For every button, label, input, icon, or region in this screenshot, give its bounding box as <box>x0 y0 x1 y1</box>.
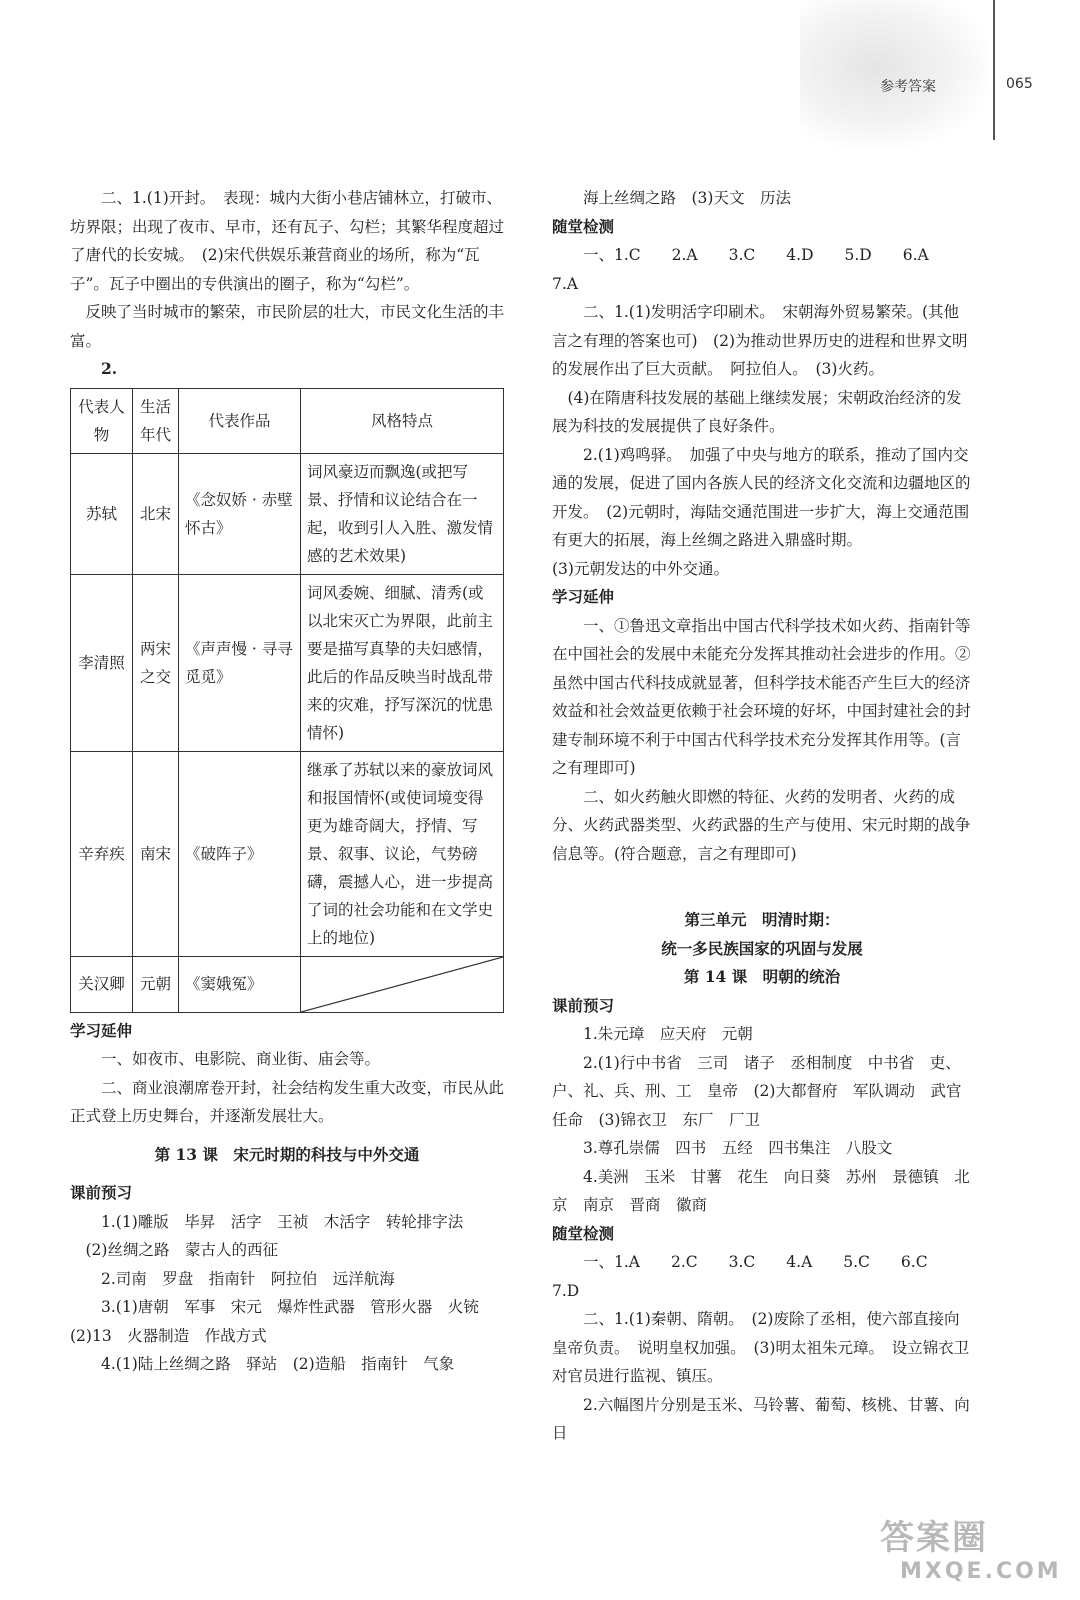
page-number: 065 <box>1006 76 1033 92</box>
table-cell-person: 苏轼 <box>71 453 133 574</box>
table-header-cell: 代表人物 <box>71 388 133 453</box>
answer-paragraph: 2.(1)行中书省 三司 诸子 丞相制度 中书省 吏、户、礼、兵、刑、工 皇帝 (2)大都督府 军队调动 武官任命 (3)锦衣卫 东厂 厂卫 <box>552 1053 962 1129</box>
diagonal-line <box>301 957 503 1012</box>
table-cell-work: 《破阵子》 <box>179 751 301 956</box>
unit-title: 第三单元 明清时期： <box>684 910 840 929</box>
answer-paragraph: 4.美洲 玉米 甘薯 花生 向日葵 苏州 景德镇 北京 南京 晋商 徽商 <box>552 1167 970 1214</box>
choice-answers: 7.A <box>552 274 578 293</box>
table-header-cell: 代表作品 <box>179 388 301 453</box>
table-cell-person: 辛弃疾 <box>71 751 133 956</box>
choice-answers: 一、1.C 2.A 3.C 4.D 5.D 6.A <box>583 246 929 264</box>
answer-paragraph: 二、如火药触火即燃的特征、火药的发明者、火药的成分、火药武器类型、火药武器的生产与使用、宋元时期的战争信息等。(符合题意，言之有理即可) <box>552 787 971 863</box>
table-row <box>71 751 504 956</box>
choice-answers: 一、1.A 2.C 3.C 4.A 5.C 6.C <box>583 1253 928 1271</box>
table-cell-era: 南宋 <box>133 751 179 956</box>
table-cell-style: 继承了苏轼以来的豪放词风和报国情怀(或使词境变得更为雄奇阔大，抒情、写景、叙事、议论，气势磅礴，震撼人心，进一步提高了词的社会功能和在文学史上的地位) <box>301 751 504 956</box>
table-cell-style: 词风委婉、细腻、清秀(或以北宋灭亡为界限，此前主要是描写真挚的夫妇感情，此后的作品反映当时战乱带来的灾难，抒写深沉的忧患情怀) <box>301 574 504 751</box>
header-divider <box>993 0 995 140</box>
table-cell-era: 北宋 <box>133 453 179 574</box>
answer-paragraph: 一、如夜市、电影院、商业街、庙会等。 <box>101 1050 381 1068</box>
table-cell-person: 关汉卿 <box>71 956 133 1012</box>
answer-paragraph: 4.(1)陆上丝绸之路 驿站 (2)造船 指南针 气象 <box>101 1355 455 1373</box>
answer-paragraph: 二、1.(1)秦朝、隋朝。 (2)废除了丞相，使六部直接向皇帝负责。 说明皇权加强。 (3)明太祖朱元璋。 设立锦衣卫对官员进行监视、镇压。 <box>552 1310 970 1385</box>
answer-paragraph: 2.(1)鸡鸣驿。 加强了中央与地方的联系，推动了国内交通的发展，促进了国内各族人民的经济文化交流和边疆地区的开发。 (2)元朝时，海陆交通范围进一步扩大，海上交通范围有更大的拓展，海上丝绸之路进入鼎盛时期。 <box>552 445 971 549</box>
table-cell-work: 《窦娥冤》 <box>179 956 301 1012</box>
lesson-title: 第 14 课 明朝的统治 <box>683 967 841 986</box>
unit-subtitle: 统一多民族国家的巩固与发展 <box>661 938 863 958</box>
answer-paragraph: 二、商业浪潮席卷开封，社会结构发生重大改变，市民从此正式登上历史舞台，并逐渐发展壮大。 <box>70 1078 505 1125</box>
right-column <box>552 184 972 1448</box>
answer-paragraph: 3.尊孔崇儒 四书 五经 四书集注 八股文 <box>583 1139 893 1157</box>
answer-paragraph: (2)丝绸之路 蒙古人的西征 <box>85 1241 278 1259</box>
section-heading: 学习延伸 <box>70 1020 133 1040</box>
header-decoration <box>800 0 990 150</box>
answer-paragraph: 二、1.(1)发明活字印刷术。 宋朝海外贸易繁荣。(其他言之有理的答案也可) (2)为推动世界历史的进程和世界文明的发展作出了巨大贡献。 阿拉伯人。 (3)火药。 <box>552 303 968 378</box>
table-cell-style: 词风豪迈而飘逸(或把写景、抒情和议论结合在一起，收到引人入胜、激发情感的艺术效果) <box>301 453 504 574</box>
choice-answers: 7.D <box>552 1281 580 1300</box>
answer-paragraph: 海上丝绸之路 (3)天文 历法 <box>583 189 791 207</box>
section-heading: 学习延伸 <box>552 587 615 606</box>
table-cell-work: 《声声慢 · 寻寻觅觅》 <box>179 574 301 751</box>
table-cell-era: 元朝 <box>133 956 179 1012</box>
table-cell-empty-diagonal <box>301 956 504 1012</box>
table-row <box>71 574 504 751</box>
answer-paragraph: 二、1.(1)开封。 表现：城内大街小巷店铺林立，打破市、坊界限；出现了夜市、早市，还有瓦子、勾栏；其繁华程度超过了唐代的长安城。 (2)宋代供娱乐兼营商业的场所，称为“瓦子”。瓦子中圈出的专供演出的圈子，称为“勾栏”。 <box>70 189 505 293</box>
table-header-cell: 生活年代 <box>133 388 179 453</box>
table-cell-work: 《念奴娇 · 赤壁怀古》 <box>179 453 301 574</box>
table-header-row <box>71 388 504 453</box>
table-row <box>71 956 504 1012</box>
watermark-logo: 答案圈 <box>880 1518 988 1558</box>
watermark <box>880 1510 1062 1584</box>
table-cell-person: 李清照 <box>71 574 133 751</box>
answer-paragraph: 2.司南 罗盘 指南针 阿拉伯 远洋航海 <box>101 1269 395 1288</box>
watermark-url: MXQE.COM <box>900 1559 1062 1584</box>
answer-paragraph: 1.(1)雕版 毕昇 活字 王祯 木活字 转轮排字法 <box>101 1212 464 1231</box>
section-heading: 课前预习 <box>552 995 615 1015</box>
answer-paragraph: (4)在隋唐科技发展的基础上继续发展；宋朝政治经济的发展为科技的发展提供了良好条件。 <box>552 388 962 435</box>
answer-paragraph: (3)元朝发达的中外交通。 <box>552 559 729 578</box>
lesson-title: 第 13 课 宋元时期的科技与中外交通 <box>154 1144 420 1164</box>
answer-paragraph: 反映了当时城市的繁荣，市民阶层的壮大，市民文化生活的丰富。 <box>70 303 505 350</box>
answer-paragraph: 3.(1)唐朝 军事 宋元 爆炸性武器 管形火器 火铳 (2)13 火器制造 作战方式 <box>70 1298 495 1345</box>
section-heading: 随堂检测 <box>552 1223 615 1243</box>
answer-paragraph: 1.朱元璋 应天府 元朝 <box>583 1025 753 1043</box>
running-header: 参考答案 <box>880 79 936 95</box>
answer-paragraph: 一、①鲁迅文章指出中国古代科学技术如火药、指南针等在中国社会的发展中未能充分发挥其推动社会进步的作用。②虽然中国古代科技成就显著，但科学技术能否产生巨大的经济效益和社会效益更依赖于社会环境的好坏，中国封建社会的封建专制环境不利于中国古代科学技术充分发挥其作用等。(言之有理即可) <box>552 616 971 777</box>
section-heading: 课前预习 <box>70 1183 133 1202</box>
poet-table <box>70 388 504 1013</box>
answer-paragraph: 2.六幅图片分别是玉米、马铃薯、葡萄、核桃、甘薯、向日 <box>552 1395 970 1442</box>
section-heading: 随堂检测 <box>552 216 615 236</box>
left-column <box>70 184 504 1379</box>
table-header-cell: 风格特点 <box>301 388 504 453</box>
question-label: 2. <box>101 359 118 378</box>
table-cell-era: 两宋之交 <box>133 574 179 751</box>
table-row <box>71 453 504 574</box>
